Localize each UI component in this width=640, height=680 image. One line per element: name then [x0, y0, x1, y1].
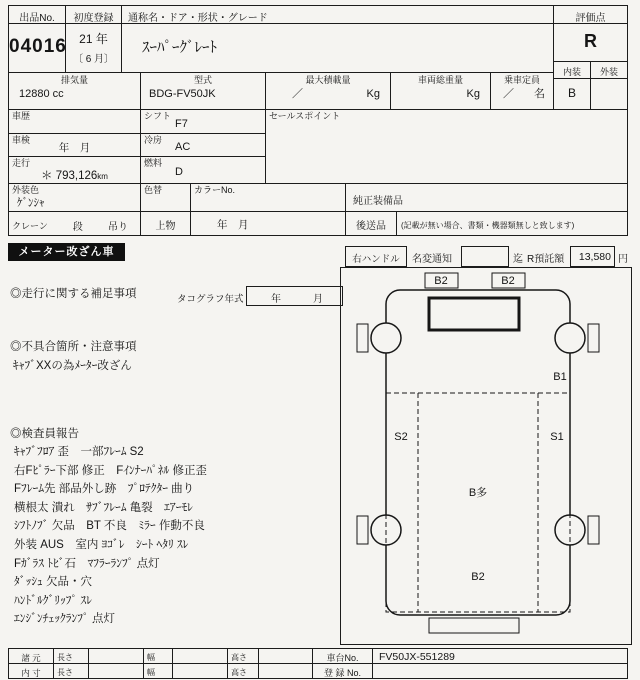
model-name-label: 通称名・ドア・形状・グレード — [121, 5, 554, 24]
inner-height-value — [258, 663, 313, 679]
inspector-report-heading: ◎検査員報告 — [10, 428, 79, 440]
color-change-cell — [140, 183, 191, 212]
inner-width-label: 幅 — [143, 663, 173, 679]
vehicle-diagram-box — [340, 267, 632, 645]
inspector-report-lines — [14, 443, 334, 629]
chassis-no-value: FV50JX-551289 — [372, 648, 628, 664]
name-change-box — [461, 246, 509, 267]
gross-weight-cell — [390, 72, 491, 110]
upper-body-label: 上物 — [140, 211, 191, 236]
chassis-no-label: 車台No. — [312, 648, 373, 664]
damage-mark-center: B多 — [468, 487, 488, 499]
gross-weight-label: 車両総重量 — [417, 75, 463, 85]
capacity-slash: ／ — [503, 88, 514, 100]
first-registration-cell — [65, 23, 122, 73]
windshield-outline — [429, 298, 519, 330]
crane-step-label: 段 — [72, 222, 83, 233]
damage-mark-left-mid: S2 — [394, 431, 408, 443]
model-name-cell — [121, 23, 554, 73]
cooling-value: AC — [175, 141, 191, 153]
max-load-cell — [265, 72, 391, 110]
upper-body-value: 年 月 — [190, 211, 346, 236]
truck-top-view-diagram — [341, 268, 631, 644]
capacity-label: 乗車定員 — [503, 75, 540, 85]
damage-mark-right-mid: S1 — [550, 431, 564, 443]
sales-point-label: セールスポイント — [269, 111, 341, 121]
max-load-unit: Kg — [366, 88, 380, 100]
first-registration-month: 〔 6 月〕 — [72, 54, 115, 65]
shift-label: シフト — [144, 111, 172, 121]
spec-length-value — [88, 648, 144, 664]
fuel-cell — [140, 156, 266, 184]
front-left-wheel — [371, 323, 401, 353]
right-handle-cell: 右ハンドル — [345, 246, 407, 267]
model-name-value: ｽｰﾊﾟｰｸﾞﾚｰﾄ — [142, 39, 218, 56]
exterior-grade-value — [590, 78, 628, 110]
capacity-unit: 名 — [534, 88, 545, 100]
tachograph-month-unit: 月 — [313, 294, 323, 305]
tachograph-year-label: タコグラフ年式 — [177, 294, 244, 305]
inspector-line: ﾊﾝﾄﾞﾙｸﾞﾘｯﾌﾟ ｽﾚ — [14, 594, 92, 607]
history-label: 車歴 — [12, 111, 31, 121]
exterior-color-cell — [8, 183, 141, 212]
inspection-value: 年 月 — [58, 142, 91, 154]
grade-label: 評価点 — [553, 5, 628, 24]
fuel-label: 燃料 — [144, 158, 163, 168]
exterior-label: 外装 — [590, 61, 628, 79]
color-no-label: カラーNo. — [194, 185, 236, 195]
inspector-line: ｷｬﾌﾞﾌﾛｱ 歪 一部ﾌﾚｰﾑ S2 — [14, 446, 144, 458]
history-cell — [8, 109, 141, 134]
damage-mark-top-right: B2 — [501, 275, 515, 287]
spec-height-value — [258, 648, 313, 664]
tachograph-year-box — [246, 286, 343, 306]
inspector-line: ﾀﾞｯｼｭ 欠品・穴 — [14, 576, 92, 589]
interior-grade-value: B — [553, 78, 591, 110]
exterior-color-label: 外装色 — [12, 185, 40, 195]
inspector-line: ｼﾌﾄﾉﾌﾞ 欠品 BT 不良 ﾐﾗｰ 作動不良 — [14, 520, 205, 533]
truck-body-outline — [386, 290, 570, 615]
lot-number-label: 出品No. — [8, 5, 66, 24]
gross-weight-unit: Kg — [466, 88, 480, 100]
inspector-line: Fｶﾞﾗｽ ﾄﾋﾞ石 ﾏﾌﾗｰﾗﾝﾌﾟ 点灯 — [14, 557, 160, 570]
later-items-label: 後送品 — [345, 211, 397, 236]
registration-no-label: 登 録 No. — [312, 663, 373, 679]
name-change-label: 名変通知 — [412, 254, 452, 265]
yen-label: 円 — [618, 254, 628, 265]
shift-cell — [140, 109, 266, 134]
mileage-label: 走行 — [12, 158, 31, 168]
inspector-line: 右Fﾋﾟﾗｰ下部 修正 Fｲﾝﾅｰﾊﾟﾈﾙ 修正歪 — [14, 464, 207, 477]
mileage-unit: km — [97, 172, 108, 181]
meter-tampered-badge: メーター改ざん車 — [8, 243, 125, 261]
mileage-value: ＊ 793,126 — [41, 170, 98, 182]
first-registration-label: 初度登録 — [65, 5, 122, 24]
crane-label: クレーン — [12, 221, 48, 231]
grade-value: R — [553, 23, 628, 62]
first-registration-year: 21 年 — [79, 32, 108, 46]
cooling-cell — [140, 133, 266, 157]
mileage-supplement-heading: ◎走行に関する補足事項 — [10, 288, 137, 300]
model-code-cell — [140, 72, 266, 110]
inner-dim-row-label: 内 寸 — [8, 663, 54, 679]
cooling-label: 冷房 — [144, 135, 163, 145]
rear-bumper-outline — [429, 618, 519, 633]
inspector-line: ｴﾝｼﾞﾝﾁｪｯｸﾗﾝﾌﾟ 点灯 — [14, 613, 115, 626]
displacement-value: 12880 cc — [19, 88, 64, 100]
recycle-deposit-label: R預託額 — [527, 254, 565, 265]
inspection-label: 車検 — [12, 135, 31, 145]
inner-length-value — [88, 663, 144, 679]
displacement-cell — [8, 72, 141, 110]
inner-length-label: 長さ — [53, 663, 89, 679]
color-no-cell — [190, 183, 346, 212]
capacity-cell — [490, 72, 554, 110]
inspector-line: 横根太 潰れ ｻﾌﾞﾌﾚｰﾑ 亀裂 ｴｱｰﾓﾚ — [14, 501, 193, 514]
until-label: 迄 — [513, 254, 523, 265]
crane-cell — [8, 211, 141, 236]
model-code-label: 型式 — [193, 75, 212, 85]
defects-text: ｷｬﾌﾞXXの為ﾒｰﾀｰ改ざん — [13, 360, 132, 372]
front-right-wheel — [555, 323, 585, 353]
shift-value: F7 — [175, 118, 188, 130]
damage-mark-top-left: B2 — [434, 275, 448, 287]
inspection-cell — [8, 133, 141, 157]
recycle-deposit-amount: 13,580 — [570, 246, 615, 267]
spec-width-value — [172, 648, 228, 664]
spec-row-label: 諸 元 — [8, 648, 54, 664]
inner-height-label: 高さ — [227, 663, 259, 679]
inspector-line: 外装 AUS 室内 ﾖｺﾞﾚ ｼｰﾄ ﾍﾀﾘ ｽﾚ — [14, 538, 189, 551]
spec-width-label: 幅 — [143, 648, 173, 664]
lot-number-value: 04016 — [8, 23, 66, 73]
registration-no-value — [372, 663, 628, 679]
exterior-color-value: ｹﾞﾝｼｬ — [17, 197, 45, 209]
max-load-slash: ／ — [292, 88, 303, 100]
spec-length-label: 長さ — [53, 648, 89, 664]
spec-height-label: 高さ — [227, 648, 259, 664]
sales-point-cell — [265, 109, 628, 184]
inspector-line: Fﾌﾚｰﾑ先 部品外し跡 ﾌﾟﾛﾃｸﾀｰ 曲り — [14, 483, 195, 496]
mileage-cell — [8, 156, 141, 184]
model-code-value: BDG-FV50JK — [149, 88, 216, 100]
genuine-equipment-label: 純正装備品 — [345, 183, 628, 212]
crane-hang-label: 吊り — [107, 222, 128, 233]
tachograph-year-unit: 年 — [271, 294, 281, 305]
inner-width-value — [172, 663, 228, 679]
later-items-note: (記載が無い場合、書類・機器類無しと致します) — [396, 211, 628, 236]
fuel-value: D — [175, 166, 183, 178]
color-change-label: 色替 — [144, 185, 163, 195]
defects-heading: ◎不具合箇所・注意事項 — [10, 341, 137, 353]
damage-mark-right-upper: B1 — [553, 371, 567, 383]
max-load-label: 最大積載量 — [305, 75, 351, 85]
damage-mark-bottom: B2 — [471, 571, 485, 583]
displacement-label: 排気量 — [60, 75, 88, 85]
interior-label: 内装 — [553, 61, 591, 79]
